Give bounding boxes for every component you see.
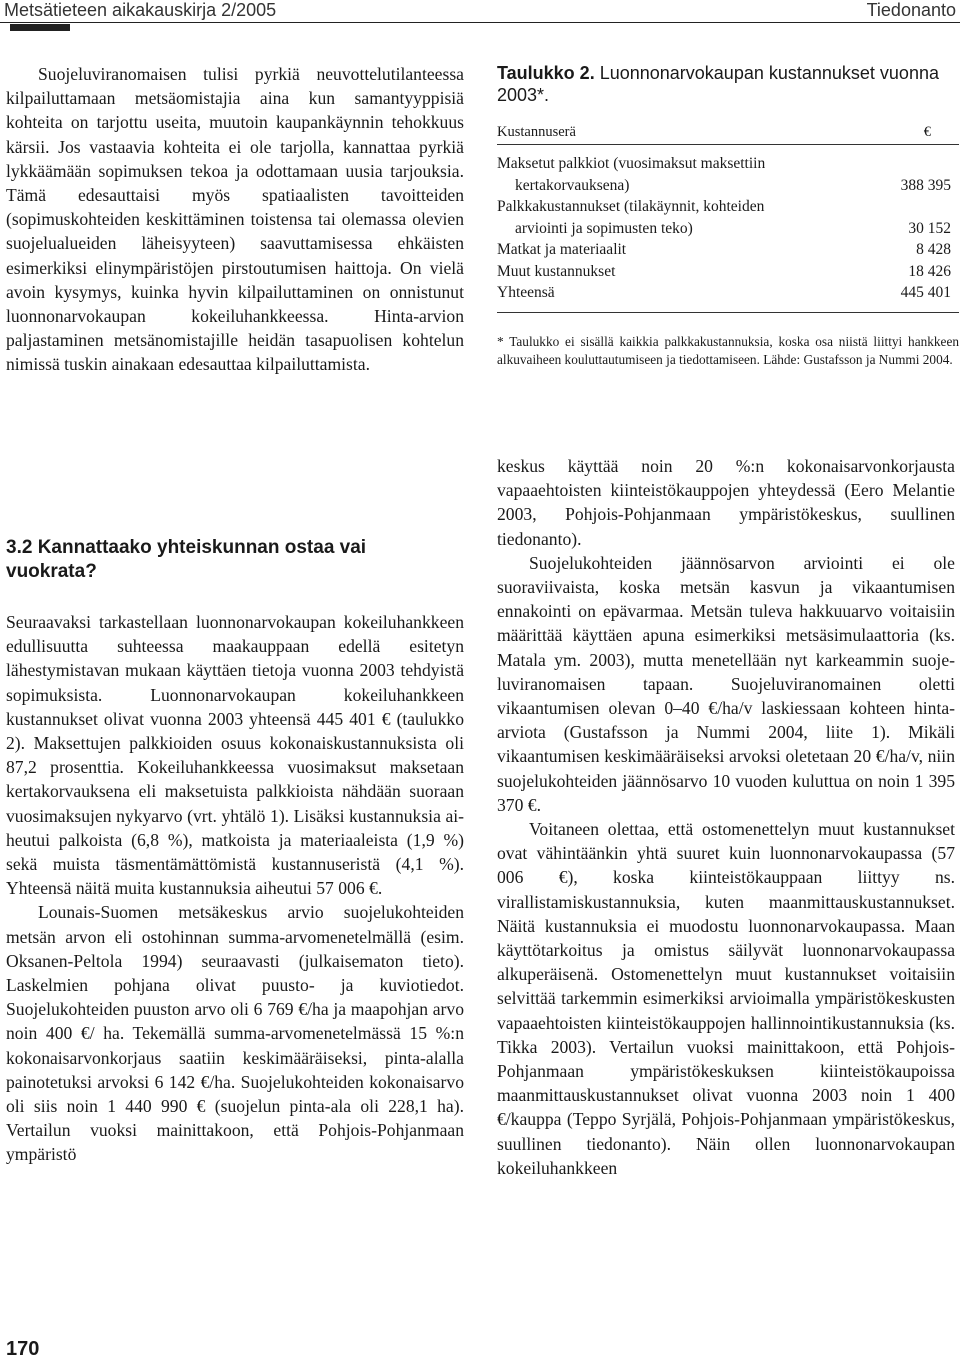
row-label: arviointi ja sopimusten teko) [515, 219, 693, 237]
right-paragraph-3: Voitaneen olettaa, että ostomenettelyn muut kustannukset ovat vähintäänkin yhtä suuret kuin luonnonarvokaupassa (57 006 €), koska kiinteistökauppaan liittyy ns. virallistamiskustannuksia, kuten maanmittauskustannukset. Näitä kustannuksia ei muodostu luonnonarvokaupassa. Maan käyttötarkoitus ja omistus säilyvät luonnonarvokaupassa alkuperäisenä. Ostomenettelyn muut kustannukset voitaisiin selvittää tarkemmin esimerkiksi arvioimalla ympäristökeskusten vapaaehtoisten kiinteistökauppojen hallinnointikustannuksia (ks. Tikka 2003). Vertailun vuoksi mainittakoon, että Pohjois-Pohjanmaan ympäristökeskuksen kiinteistökaupoissa maanmittauskustannukset olivat vuonna 2003 noin 1 400 €/kauppa (Teppo Syrjälä, Pohjois-Pohjanmaan ympäristökeskus, suullinen tiedonanto). Näin ollen luonnonarvokaupan kokeiluhankkeen [497, 819, 955, 1178]
section-label: Tiedonanto [866, 0, 956, 20]
row-label: Palkkakustannukset (tilakäynnit, kohteiden [497, 198, 765, 215]
table-header-item: Kustannuserä [497, 124, 576, 140]
right-paragraph-1: keskus käyttää noin 20 %:n kokonaisarvonkorjausta vapaaehtoisten kiinteistökauppojen yhteydessä (Eero Melantie 2003, Pohjois-Pohjanmaan ympäristökeskus, suullinen tiedonanto). [497, 456, 955, 549]
table-caption: Luonnonarvokaupan kustannukset vuonna 2003*. [497, 63, 939, 105]
page-header [0, 0, 960, 30]
left-paragraph-1: Suojeluviranomaisen tulisi pyrkiä neuvottelutilanteessa kilpailuttamaan metsäomistajia aina kun samantyyppisiä kohteita on tarjottu useita, muutoin kaupankäynnin tehokkuus kärsii. Jos vastaavia kohteita ei ole tarjolla, kannattaa pyrkiä lykkäämään sopimuksen tekoa ja odottamaan uusia tarjouksia. Tämä edesauttaisi myös spatiaalisten tavoitteiden (sopimuskohteiden keskittäminen toistensa tai olemassa olevien suojelualueiden läheisyyteen) saavuttamisessa ehkäisten esimerkiksi elinympäristöjen pirstoutumisen haittoja. On vielä avoin kysymys, kuinka hyvin kilpailuttaminen on onnistunut luonnonarvokaupan kokeiluhankkeessa. Hinta-arvion paljastaminen metsänomistajille heidän tasapuolisen kohtelun nimissä tuskin ainakaan edesauttaa kilpailuttamista. [6, 64, 464, 375]
row-value: 18 426 [908, 262, 951, 280]
table-row [497, 196, 959, 218]
journal-title: Metsätieteen aikakauskirja 2/2005 [4, 0, 277, 20]
row-value: 30 152 [908, 219, 951, 237]
right-paragraph-2: Suojelukohteiden jäännösarvon arviointi ei ole suoraviivaista, koska metsän kasvun ja vikaantumisen ennakointi on epävarmaa. Metsän tuleva hakkuuarvo voitaisiin määrittää käyttäen apuna esimerkiksi metsäsimulaattoria (ks. Matala ym. 2003), mutta menetellään nyt karkeammin suojeluviranomaisen tapaan. Suojeluviranomainen oletti vikaantumisen olevan 0–40 €/ha/v laskiessaan kohteen hinta-arviota (Gustafsson ja Nummi 2004, liite 1). Mikäli vikaantumisen keskimääräiseksi arvoksi oletetaan 20 €/ha/v, niin suojelukohteiden jäännösarvo 10 vuoden kuluttua on noin 1 395 370 €. [497, 552, 955, 815]
header-rule [0, 22, 960, 23]
table-row [497, 261, 959, 283]
row-label: Matkat ja materiaalit [497, 241, 627, 258]
row-value: 388 395 [900, 176, 951, 194]
table-footnote: * Taulukko ei sisällä kaikkia palkkakustannuksia, koska osa niistä liittyi hankkeen alkuvaiheen kouluttautumiseen ja tiedottamiseen. Lähde: Gustafsson ja Nummi 2004. [497, 333, 959, 367]
left-column-lower [6, 610, 464, 1167]
left-column [6, 62, 464, 377]
table-row [497, 239, 959, 261]
row-value: 8 428 [916, 241, 951, 258]
row-label: Yhteensä [497, 284, 555, 301]
table-title [497, 62, 959, 106]
table-header-row [497, 120, 959, 145]
row-label: Muut kustannukset [497, 262, 616, 280]
table-body [497, 153, 959, 313]
cost-table [497, 62, 959, 382]
row-label: kertakorvauksena) [515, 176, 630, 194]
page-number: 170 [6, 1338, 40, 1360]
row-label: Maksetut palkkiot (vuosimaksut maksettiin [497, 155, 766, 172]
row-value: 445 401 [900, 284, 951, 301]
table-row [497, 175, 959, 197]
table-row-total [497, 282, 959, 304]
table-header-value: € [923, 124, 931, 140]
table-row [497, 218, 959, 240]
table-number: Taulukko 2. [497, 63, 595, 83]
header-block [10, 24, 70, 31]
right-column [497, 454, 955, 1180]
left-paragraph-2: Seuraavaksi tarkastellaan luonnonarvokaupan kokeiluhankkeen edullisuutta suhteessa maakauppaan edellä esitetyn lähestymistavan mukaan käyttäen tietoja vuonna 2003 tehdyistä sopimuksista. Luonnonarvokaupan kokeiluhankkeen kustannukset olivat vuonna 2003 yhteensä 445 401 € (taulukko 2). Maksettujen palkkioiden osuus kokonaiskustannuksista oli 87,2 prosenttia. Kokeiluhankkeessa vuosimaksut maksetaan kertakorvauksena eli maksetuista palkkioista nähdään suoraan vuosimaksujen nykyarvo (vrt. yhtälö 1). Lisäksi kustannuksia aiheutui palkoista (6,8 %), matkoista ja materiaaleista (1,9 %) sekä muista täsmentämättömistä kustannuseristä (4,1 %). Yhteensä näitä muita kustannuksia aiheutui 57 006 €. [6, 612, 464, 899]
table-row [497, 153, 959, 175]
left-paragraph-3: Lounais-Suomen metsäkeskus arvio suojelukohteiden metsän arvon eli ostohinnan summa-arvomenetelmällä (esim. Oksanen-Peltola 1994) seuraavasti (julkaisematon tieto). Laskelmien pohjana olivat puusto- ja kuviotiedot. Suojelukohteiden puuston arvo oli 6 769 €/ha ja maapohjan arvo noin 400 €/ ha. Tekemällä summa-arvomenetelmässä 15 %:n kokonaisarvonkorjaus saatiin keskimääräiseksi, pinta-alalla painotetuksi arvoksi 6 142 €/ha. Suojelukohteiden kokonaisarvo oli siis noin 1 440 990 € (suojelun pinta-ala oli 228,1 ha). Vertailun vuoksi mainittakoon, että Pohjois-Pohjanmaan ympäristö [6, 902, 464, 1165]
section-heading: 3.2 Kannattaako yhteiskunnan ostaa vai vuokrata? [6, 537, 367, 582]
